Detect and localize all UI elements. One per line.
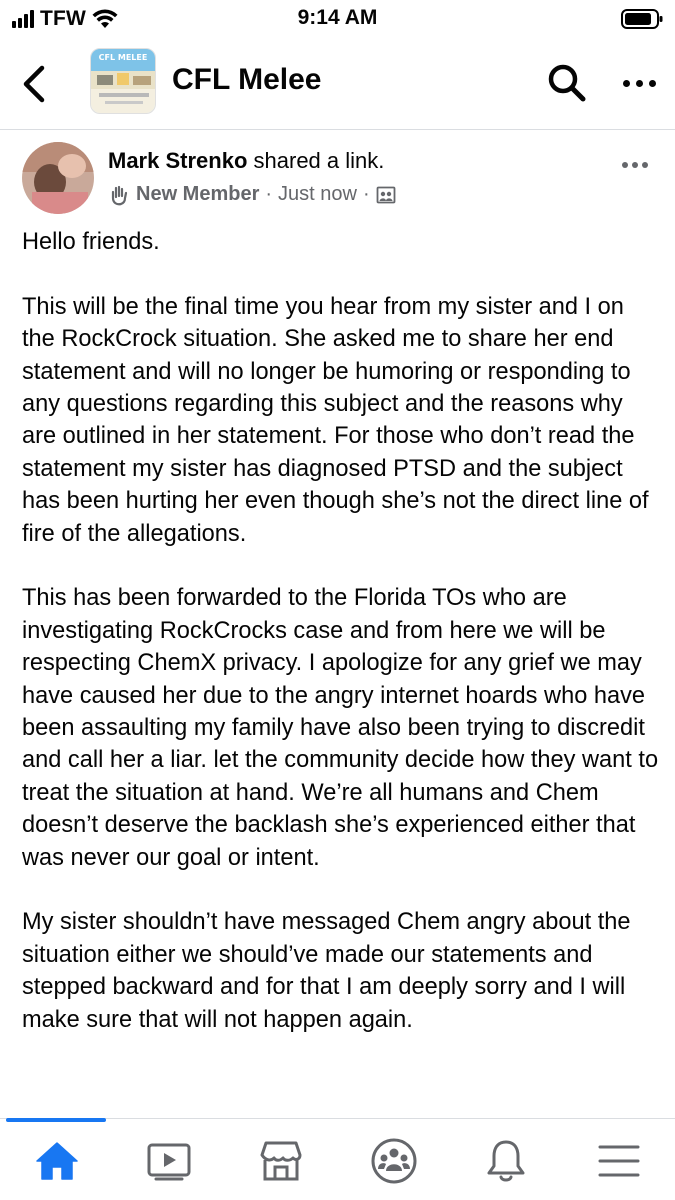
- bell-icon: [485, 1138, 527, 1184]
- avatar[interactable]: [22, 142, 94, 214]
- post-more-options-icon[interactable]: [622, 157, 656, 173]
- more-options-icon[interactable]: [617, 68, 661, 98]
- groups-icon: [370, 1137, 418, 1185]
- post-body: [22, 226, 662, 1069]
- group-cover-thumbnail[interactable]: [90, 48, 156, 114]
- menu-icon: [597, 1141, 641, 1181]
- search-icon[interactable]: [546, 62, 588, 104]
- battery-icon: [621, 9, 663, 29]
- post-paragraph: My sister shouldn’t have messaged Chem angry about the situation either we should’ve made our statements and stepped backward and for that I am deeply sorry and I will make sure that will not happen again.: [22, 909, 631, 1033]
- group-name[interactable]: CFL Melee: [172, 63, 322, 96]
- avatar-image: [22, 142, 94, 214]
- post-paragraph: This has been forwarded to the Florida TOs who are investigating RockCrocks case and from here we will be respecting ChemX privacy. I apologize for any grief we may have caused her due to the angry internet hoards who have been assaulting my family have also been trying to discredit and call her a liar. let the community decide how they want to treat the situation at hand. We’re all humans and Chem doesn’t deserve the backlash she’s experienced either that was never our goal or intent.: [22, 585, 659, 871]
- meta-separator: ·: [362, 183, 370, 205]
- tab-watch[interactable]: [141, 1135, 197, 1187]
- tab-marketplace[interactable]: [253, 1135, 309, 1187]
- tab-home[interactable]: [29, 1135, 85, 1187]
- group-audience-icon: [376, 185, 396, 205]
- status-time: 9:14 AM: [297, 6, 378, 29]
- group-header: [0, 38, 675, 130]
- video-icon: [146, 1140, 192, 1182]
- post-meta: [108, 183, 396, 206]
- tab-notifications[interactable]: [478, 1135, 534, 1187]
- post-paragraph: This will be the final time you hear from my sister and I on the RockCrock situation. She asked me to share her end statement and will no longer be humoring or responding to any questions regarding this subject and the reasons why are outlined in her statement. For those who don’t read the statement my sister has diagnosed PTSD and the subject has been hurting her even though she’s not the direct line of fire of the allegations.: [22, 293, 649, 547]
- wave-hand-icon: [108, 184, 130, 206]
- status-bar: [0, 0, 675, 38]
- back-icon[interactable]: [20, 64, 50, 104]
- home-icon: [35, 1141, 79, 1181]
- member-badge: New Member: [136, 183, 260, 205]
- marketplace-icon: [258, 1139, 304, 1183]
- active-tab-indicator: [6, 1118, 106, 1122]
- carrier-label: TFW: [40, 7, 87, 30]
- post-author-line: [108, 148, 384, 174]
- post-author[interactable]: Mark Strenko: [108, 148, 248, 173]
- post-timestamp[interactable]: Just now: [278, 183, 357, 205]
- post-action: shared a link.: [253, 148, 385, 173]
- tab-menu[interactable]: [591, 1135, 647, 1187]
- bottom-tab-bar: [0, 1118, 675, 1200]
- group-thumb-label: CFL MELEE: [98, 53, 148, 62]
- post-paragraph: Hello friends.: [22, 229, 160, 255]
- meta-separator: ·: [265, 183, 273, 205]
- post-header: [0, 130, 675, 220]
- tab-groups[interactable]: [366, 1135, 422, 1187]
